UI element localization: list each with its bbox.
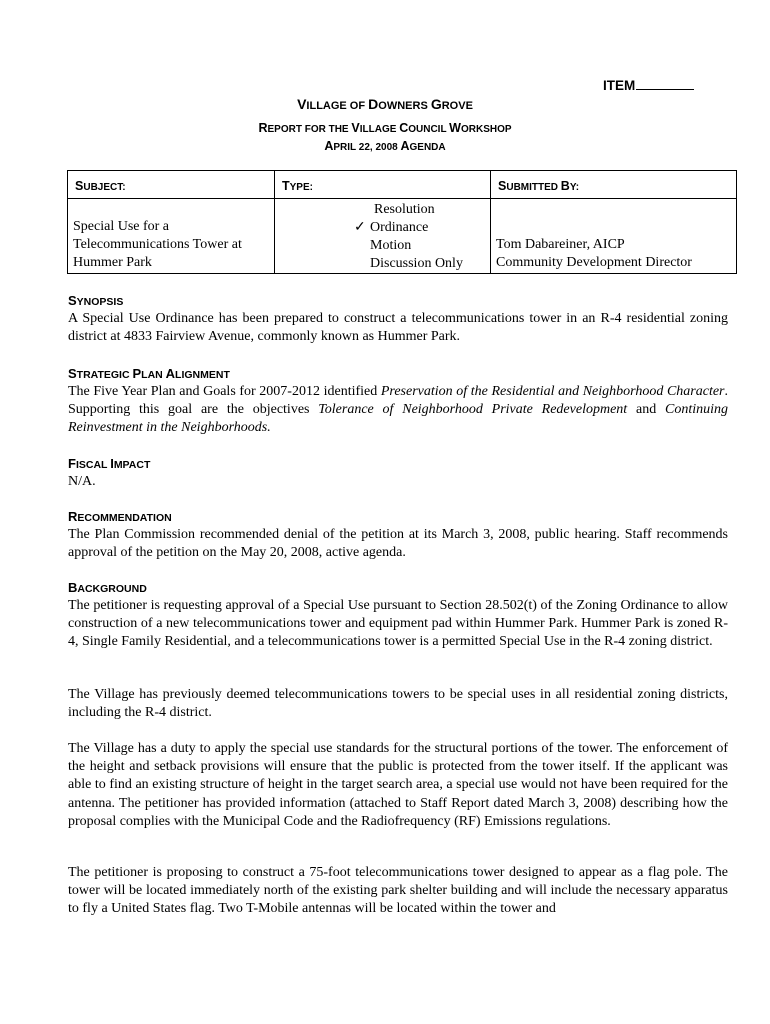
heading-part: ACKGROUND	[77, 583, 147, 595]
title-part: V	[297, 96, 307, 112]
header-part: YPE:	[289, 182, 313, 193]
date-part: A	[324, 139, 334, 153]
recommendation-section	[68, 509, 728, 562]
heading-part: ECOMMENDATION	[77, 512, 172, 524]
text-run: . Supporting this goal are the objectives	[68, 384, 729, 418]
subtitle-part: ORKSHOP	[460, 124, 512, 135]
subtitle-part: OUNCIL	[408, 124, 450, 135]
synopsis-section	[68, 293, 728, 346]
subtitle-part: V	[351, 121, 360, 135]
background-paragraph-2-block	[68, 686, 728, 722]
header-part: S	[498, 179, 507, 193]
background-paragraph-3-block	[68, 740, 728, 831]
heading-part: MPACT	[113, 459, 151, 471]
date-part: GENDA	[409, 142, 446, 153]
heading-part: S	[68, 293, 77, 308]
recommendation-heading	[68, 509, 728, 526]
title-part: D	[368, 96, 379, 112]
heading-part: A	[165, 366, 176, 381]
heading-part: LAN	[141, 369, 166, 381]
heading-part: P	[132, 366, 142, 381]
header-part: UBJECT:	[83, 182, 126, 193]
fiscal-impact-heading	[68, 456, 728, 473]
heading-part: YNOPSIS	[76, 296, 124, 308]
heading-part: S	[68, 366, 77, 381]
subject-text	[68, 199, 274, 272]
type-option-ordinance	[354, 219, 490, 237]
type-header-cell	[275, 171, 491, 199]
text-run: and	[627, 402, 665, 418]
background-paragraph-1: The petitioner is requesting approval of a Special Use pursuant to Section 28.502(t) of the Zoning Ordinance to allow construction of a new telecommunications tower and equipment pad within Hummer Park. Hummer Park is zoned R-4, Single Family Residential, and a telecommunications tower is a permitted Special Use in the R-4 zoning district.	[68, 598, 728, 650]
text-run-italic: Preservation of the Residential and Neighborhood Character	[380, 384, 725, 399]
type-header	[275, 171, 490, 195]
fiscal-impact-section	[68, 456, 728, 491]
submitter-title: Community Development Director	[496, 255, 692, 270]
item-number-field	[603, 78, 694, 93]
heading-part: F	[68, 456, 76, 471]
title-part: OWNERS	[378, 100, 431, 112]
subtitle-part: W	[449, 121, 461, 135]
subtitle-part: EPORT FOR THE	[267, 124, 352, 135]
synopsis-text: A Special Use Ordinance has been prepared to construct a telecommunications tower in an R-4 residential zoning district at 4833 Fairview Avenue, commonly known as Hummer Park.	[68, 311, 728, 345]
header-part: Y:	[569, 182, 580, 193]
summary-header-row	[68, 171, 737, 199]
strategic-plan-text	[68, 383, 728, 438]
title-part: ILLAGE OF	[306, 100, 369, 112]
background-paragraph-3: The Village has a duty to apply the special use standards for the structural portions of the tower. The enforcement of the height and setback provisions will ensure that the public is protected from the tower itself. If the applicant was able to find an existing structure of height in the target search area, a special use would not have been required for the antenna. The petitioner has provided information (attached to Staff Report dated March 3, 2008) describing how the proposal complies with the Municipal Code and the Radiofrequency (RF) Emissions regulations.	[68, 741, 728, 829]
title-part: ROVE	[441, 100, 473, 112]
summary-table	[67, 170, 737, 274]
submitted-header-cell	[491, 171, 737, 199]
recommendation-text: The Plan Commission recommended denial of the petition at its March 3, 2008, public hearing. Staff recommends approval of the petition on the May 20, 2008, active agenda.	[68, 527, 728, 561]
subject-line: Special Use for a	[73, 219, 170, 234]
heading-part: B	[68, 580, 78, 595]
background-heading	[68, 580, 728, 597]
text-run-italic: Tolerance of Neighborhood Private Redevelopment	[318, 402, 628, 418]
subject-header-cell	[68, 171, 275, 199]
subject-cell	[68, 199, 275, 274]
subject-line: Hummer Park	[73, 255, 152, 270]
background-paragraph-4: The petitioner is proposing to construct a 75-foot telecommunications tower designed to appear as a flag pole. The tower will be located immediately north of the existing park shelter building and will include the necessary apparatus to fly a United States flag. Two T-Mobile antennas will be located within the tower and	[68, 865, 728, 917]
type-options	[275, 199, 490, 273]
date-part: PRIL 22, 2008	[333, 142, 401, 153]
heading-part: ISCAL	[75, 459, 111, 471]
text-run-italic: Continuing Reinvestment in the Neighborhoods.	[68, 402, 729, 436]
type-option-resolution: Resolution	[374, 202, 435, 217]
submitted-by-text	[491, 199, 736, 272]
header-part: UBMITTED	[506, 182, 561, 193]
summary-body-row	[68, 199, 737, 274]
item-blank-line	[636, 79, 694, 90]
subtitle-part: R	[258, 121, 268, 135]
strategic-plan-heading	[68, 366, 728, 383]
report-subtitle	[0, 119, 770, 137]
subtitle-part: ILLAGE	[359, 124, 400, 135]
subject-line: Telecommunications Tower at	[73, 237, 242, 252]
synopsis-heading	[68, 293, 728, 310]
text-run: The Five Year Plan and Goals for 2007-2012 identified	[68, 384, 381, 399]
type-option-discussion: Discussion Only	[370, 256, 463, 271]
fiscal-impact-text: N/A.	[68, 474, 96, 489]
background-paragraph-2: The Village has previously deemed telecommunications towers to be special uses in all residential zoning districts, including the R-4 district.	[68, 687, 728, 721]
item-label: ITEM	[603, 78, 636, 93]
header-part: S	[75, 179, 84, 193]
heading-part: LIGNMENT	[175, 369, 230, 381]
subject-header	[68, 171, 274, 195]
type-option-motion: Motion	[370, 238, 412, 253]
date-part: A	[400, 139, 410, 153]
header-part: T	[282, 179, 290, 193]
heading-part: TRATEGIC	[76, 369, 133, 381]
subtitle-part: C	[399, 121, 409, 135]
type-option-label: Ordinance	[370, 220, 429, 235]
heading-part: I	[110, 456, 114, 471]
submitted-by-cell	[491, 199, 737, 274]
header-part: B	[560, 179, 570, 193]
heading-part: R	[68, 509, 78, 524]
checkmark-icon: ✓	[354, 220, 366, 235]
type-cell	[275, 199, 491, 274]
title-part: G	[430, 96, 442, 112]
background-paragraph-4-block	[68, 864, 728, 919]
submitter-name: Tom Dabareiner, AICP	[496, 237, 625, 252]
submitted-by-header	[491, 171, 736, 195]
agenda-date	[0, 137, 770, 155]
background-section	[68, 580, 728, 652]
strategic-plan-section	[68, 366, 728, 438]
document-title	[0, 96, 770, 114]
